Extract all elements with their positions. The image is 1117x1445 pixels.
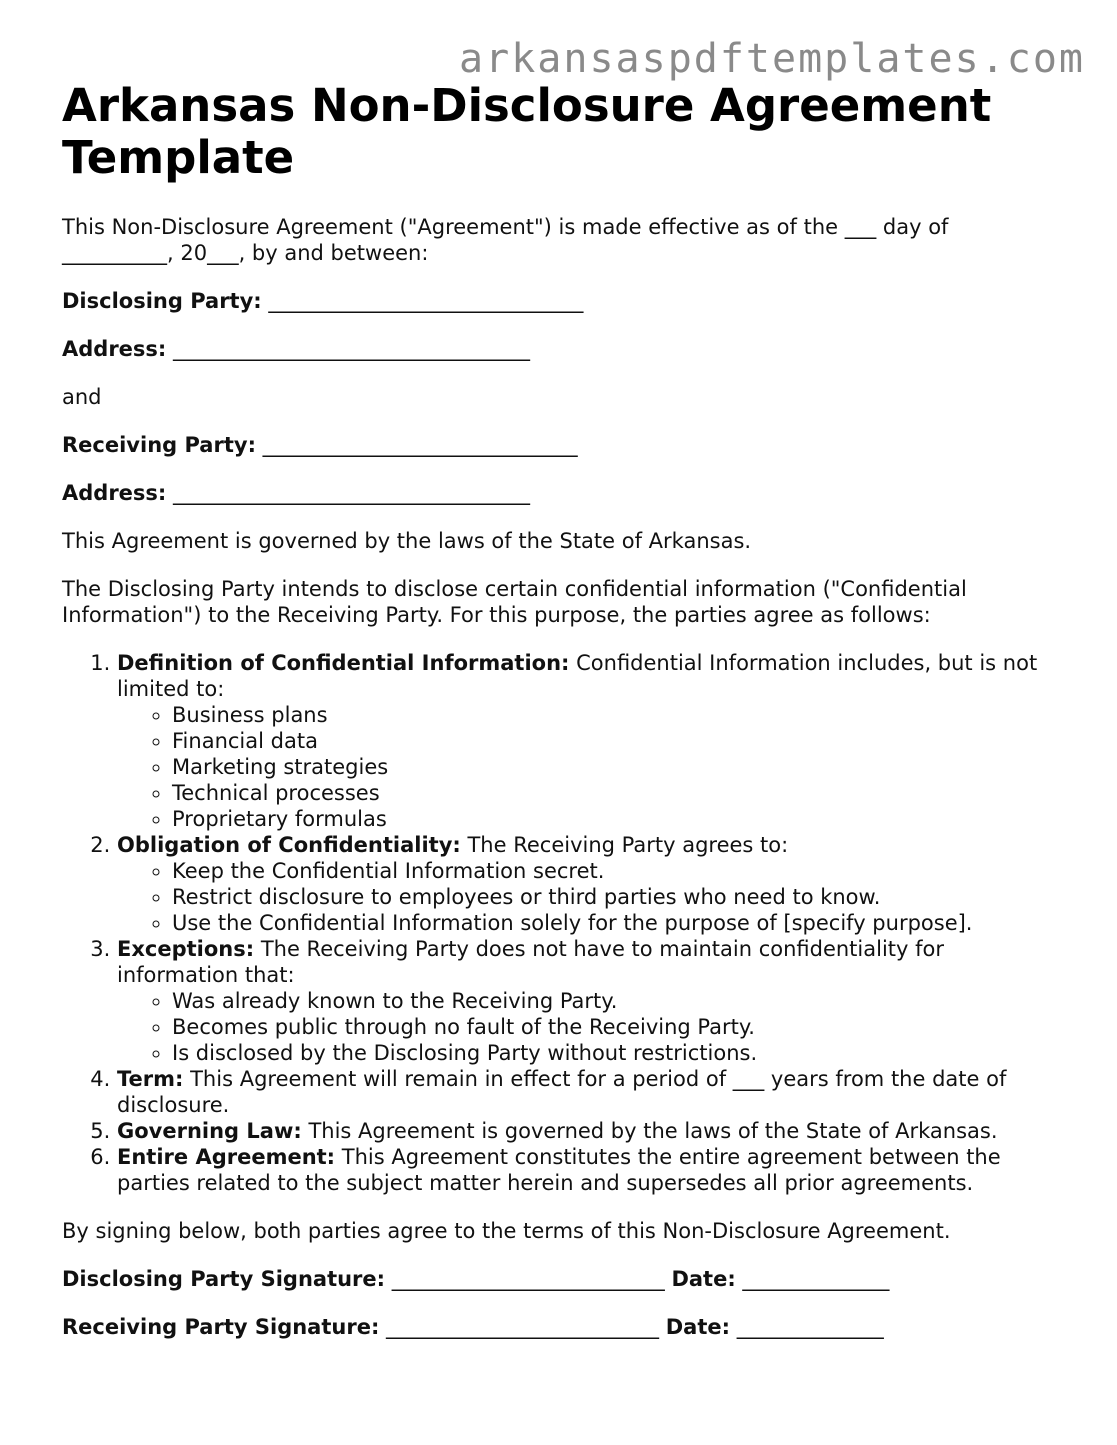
list-item: ◦ Use the Confidential Information solely for the purpose of [specify purpose]. [172,910,1062,936]
document-page [62,80,1062,1340]
section-heading: Exceptions: [117,937,255,961]
receiving-date-label: Date: [665,1315,731,1339]
list-item: ◦ Keep the Confidential Information secret. [172,858,1062,884]
disclosing-address-field [62,336,1062,362]
section-obligation [117,832,1062,936]
receiving-party-label: Receiving Party: [62,433,256,457]
disclosing-party-blank[interactable]: ______________________________ [268,289,584,313]
section-heading: Obligation of Confidentiality: [117,833,461,857]
list-item: ◦ Business plans [172,702,1062,728]
section-governing-law [117,1118,1062,1144]
section-text: This Agreement is governed by the laws of the State of Arkansas. [308,1119,998,1143]
receiving-party-field [62,432,1062,458]
list-item: ◦ Marketing strategies [172,754,1062,780]
disclosing-date-blank[interactable]: ______________ [742,1267,890,1291]
definition-items [117,702,1062,832]
list-item: ◦ Becomes public through no fault of the Receiving Party. [172,1014,1062,1040]
receiving-address-blank[interactable]: __________________________________ [173,481,531,505]
receiving-signature-label: Receiving Party Signature: [62,1315,380,1339]
receiving-signature-blank[interactable]: __________________________ [386,1315,660,1339]
receiving-signature-line [62,1314,1062,1340]
receiving-address-field [62,480,1062,506]
intro-paragraph: This Non-Disclosure Agreement ("Agreement") is made effective as of the ___ day of __________, 20___, by and between: [62,215,949,265]
document-title: Arkansas Non-Disclosure Agreement Template [62,79,992,184]
receiving-address-label: Address: [62,481,167,505]
section-text: This Agreement will remain in effect for a period of ___ years from the date of disclosure. [117,1067,1007,1117]
list-item: ◦ Proprietary formulas [172,806,1062,832]
purpose-paragraph: The Disclosing Party intends to disclose certain confidential information ("Confidential Information") to the Receiving Party. For this purpose, the parties agree as follows: [62,577,967,627]
section-heading: Governing Law: [117,1119,302,1143]
section-text: The Receiving Party does not have to maintain confidentiality for information that: [117,937,945,987]
list-item: ◦ Restrict disclosure to employees or third parties who need to know. [172,884,1062,910]
section-exceptions [117,936,1062,1066]
section-entire-agreement [117,1144,1062,1196]
list-item: ◦ Financial data [172,728,1062,754]
list-item: ◦ Was already known to the Receiving Party. [172,988,1062,1014]
disclosing-signature-label: Disclosing Party Signature: [62,1267,386,1291]
section-text: Confidential Information includes, but is not limited to: [117,651,1038,701]
section-text: This Agreement constitutes the entire agreement between the parties related to the subject matter herein and supersedes all prior agreements. [117,1145,1001,1195]
and-text: and [62,385,102,409]
section-term [117,1066,1062,1118]
section-heading: Term: [117,1067,184,1091]
disclosing-address-blank[interactable]: __________________________________ [173,337,531,361]
list-item: ◦ Is disclosed by the Disclosing Party without restrictions. [172,1040,1062,1066]
disclosing-signature-blank[interactable]: __________________________ [391,1267,665,1291]
disclosing-signature-line [62,1266,1062,1292]
receiving-party-blank[interactable]: ______________________________ [262,433,578,457]
governed-paragraph: This Agreement is governed by the laws of the State of Arkansas. [62,529,752,553]
disclosing-party-field [62,288,1062,314]
section-heading: Entire Agreement: [117,1145,336,1169]
disclosing-date-label: Date: [671,1267,736,1291]
obligation-items [117,858,1062,936]
section-text: The Receiving Party agrees to: [467,833,789,857]
terms-list [62,650,1062,1196]
list-item: ◦ Technical processes [172,780,1062,806]
receiving-date-blank[interactable]: ______________ [736,1315,884,1339]
watermark: arkansaspdftemplates.com [459,36,1085,82]
closing-paragraph: By signing below, both parties agree to the terms of this Non-Disclosure Agreement. [62,1219,951,1243]
disclosing-address-label: Address: [62,337,167,361]
exception-items [117,988,1062,1066]
section-definition [117,650,1062,832]
section-heading: Definition of Confidential Information: [117,651,570,675]
disclosing-party-label: Disclosing Party: [62,289,262,313]
